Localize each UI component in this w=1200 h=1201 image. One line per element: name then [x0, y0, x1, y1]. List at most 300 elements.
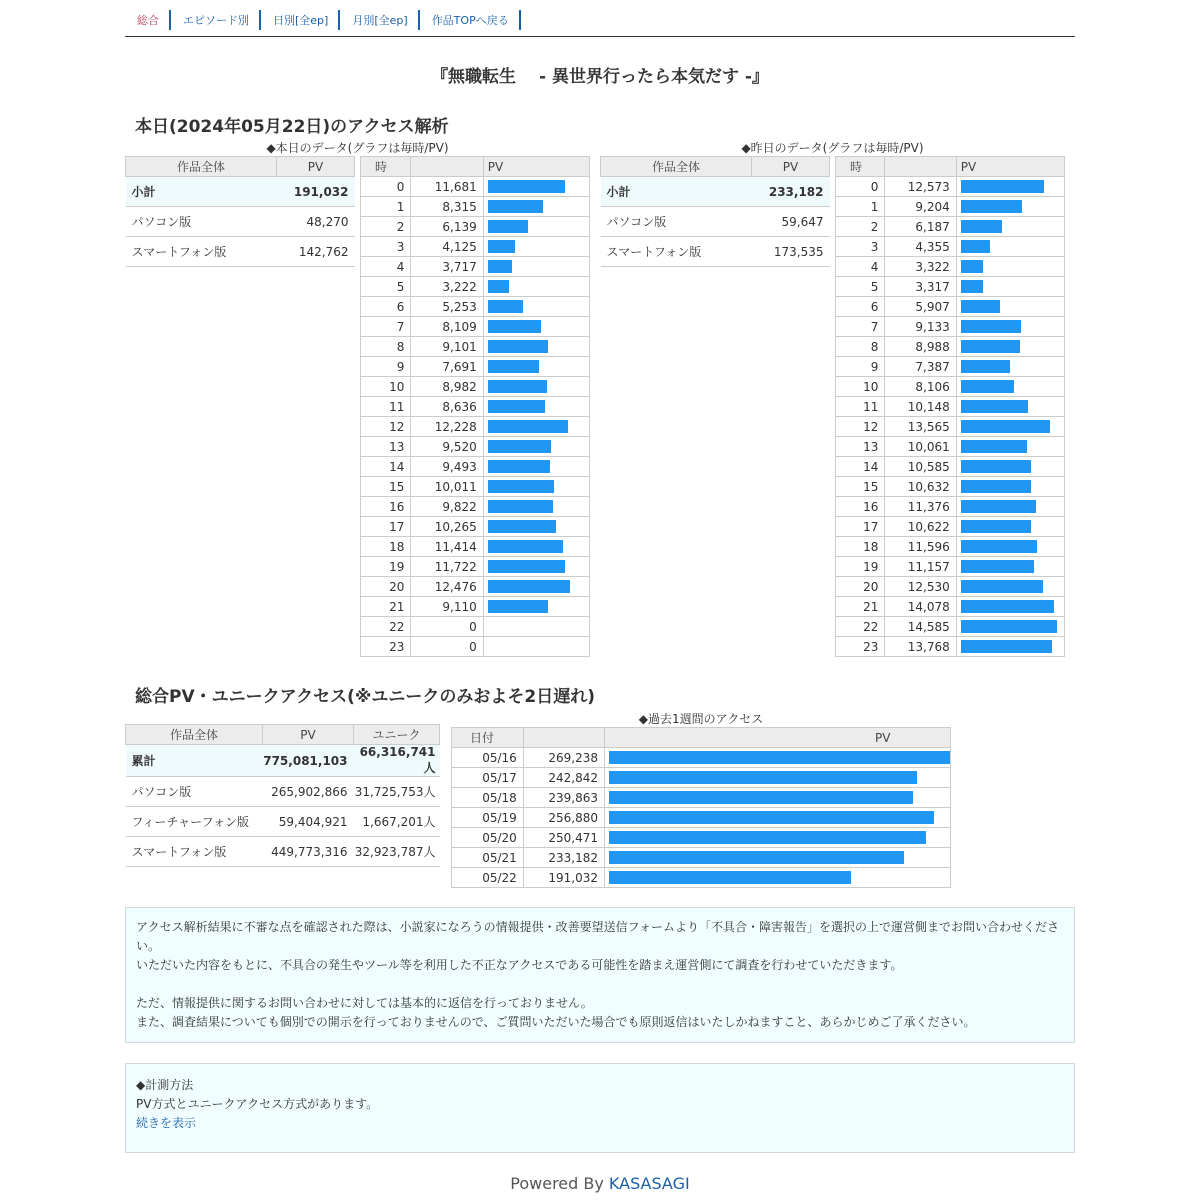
pv-cell: 9,101	[411, 337, 483, 357]
pv-bar	[961, 420, 1050, 433]
hour-cell: 21	[836, 597, 885, 617]
nav-monthly[interactable]: 月別[全ep]	[340, 10, 419, 30]
pv-bar	[609, 851, 904, 864]
total-summary-body	[126, 745, 440, 867]
hour-cell: 6	[836, 297, 885, 317]
pv-bar	[961, 520, 1031, 533]
bar-cell	[483, 417, 589, 437]
hour-cell: 3	[836, 237, 885, 257]
hour-cell: 0	[361, 177, 411, 197]
nav-episode[interactable]: エピソード別	[171, 10, 261, 30]
hour-cell: 20	[361, 577, 411, 597]
hour-row	[836, 437, 1065, 457]
hour-row	[361, 317, 590, 337]
hour-row	[361, 257, 590, 277]
bar-cell	[956, 457, 1064, 477]
bar-cell	[483, 277, 589, 297]
bar-cell	[605, 788, 951, 808]
hour-cell: 8	[836, 337, 885, 357]
bar-cell	[956, 497, 1064, 517]
hour-cell: 15	[361, 477, 411, 497]
hour-row	[361, 417, 590, 437]
hour-row	[361, 197, 590, 217]
week-row	[452, 828, 951, 848]
pv-bar	[961, 440, 1027, 453]
date-cell: 05/19	[452, 808, 524, 828]
hour-row	[361, 457, 590, 477]
pv-cell: 3,222	[411, 277, 483, 297]
pv-bar	[609, 831, 926, 844]
pv-cell: 10,011	[411, 477, 483, 497]
top-nav	[125, 10, 521, 32]
pv-bar	[488, 380, 547, 393]
pv-cell: 8,109	[411, 317, 483, 337]
row-pv: 59,647	[752, 207, 830, 237]
pv-cell: 233,182	[523, 848, 604, 868]
bar-cell	[483, 597, 589, 617]
hour-row	[836, 457, 1065, 477]
hour-row	[361, 237, 590, 257]
pv-cell: 11,681	[411, 177, 483, 197]
hour-cell: 12	[836, 417, 885, 437]
pv-cell: 11,376	[885, 497, 956, 517]
pv-bar	[609, 771, 917, 784]
summary-row	[601, 177, 830, 207]
total-row	[126, 777, 440, 807]
hour-row	[836, 357, 1065, 377]
pv-bar	[609, 811, 934, 824]
pv-bar	[961, 540, 1037, 553]
hour-row	[361, 397, 590, 417]
pv-cell: 12,530	[885, 577, 956, 597]
bar-cell	[483, 517, 589, 537]
bar-cell	[956, 377, 1064, 397]
hour-row	[361, 577, 590, 597]
bar-cell	[956, 277, 1064, 297]
pv-cell: 6,187	[885, 217, 956, 237]
pv-cell: 14,078	[885, 597, 956, 617]
row-label: 小計	[126, 177, 277, 207]
col-hour: 時	[361, 157, 411, 177]
bar-cell	[483, 217, 589, 237]
row-pv: 48,270	[277, 207, 355, 237]
yesterday-hourly-table	[835, 156, 1065, 657]
row-label: フィーチャーフォン版	[126, 807, 263, 837]
pv-cell: 11,414	[411, 537, 483, 557]
pv-cell: 8,106	[885, 377, 956, 397]
hour-row	[836, 297, 1065, 317]
row-unique: 1,667,201人	[354, 807, 440, 837]
bar-cell	[956, 297, 1064, 317]
pv-cell: 269,238	[523, 748, 604, 768]
row-unique: 31,725,753人	[354, 777, 440, 807]
hour-cell: 22	[836, 617, 885, 637]
today-summary-table	[125, 156, 355, 267]
row-pv: 142,762	[277, 237, 355, 267]
pv-cell: 10,265	[411, 517, 483, 537]
bar-cell	[483, 357, 589, 377]
total-row	[126, 745, 440, 777]
hour-cell: 15	[836, 477, 885, 497]
notice-line: また、調査結果についても個別での開示を行っておりませんので、ご質問いただいた場合でも原則返信はいたしかねますこと、あらかじめご了承ください。	[136, 1015, 976, 1029]
pv-bar	[961, 340, 1020, 353]
hour-cell: 8	[361, 337, 411, 357]
pv-cell: 191,032	[523, 868, 604, 888]
pv-cell: 12,573	[885, 177, 956, 197]
hour-row	[361, 297, 590, 317]
week-row	[452, 768, 951, 788]
date-cell: 05/21	[452, 848, 524, 868]
pv-bar	[961, 400, 1028, 413]
pv-cell: 10,632	[885, 477, 956, 497]
pv-cell: 14,585	[885, 617, 956, 637]
row-label: パソコン版	[601, 207, 752, 237]
notice-box	[125, 907, 1075, 1043]
bar-cell	[483, 377, 589, 397]
bar-cell	[483, 297, 589, 317]
row-pv: 59,404,921	[263, 807, 354, 837]
total-row	[126, 837, 440, 867]
col-pv: PV	[605, 728, 951, 748]
hour-cell: 12	[361, 417, 411, 437]
pv-bar	[961, 240, 990, 253]
hour-cell: 4	[361, 257, 411, 277]
today-hourly-body	[361, 177, 590, 657]
pv-bar	[488, 220, 528, 233]
col-all: 作品全体	[601, 157, 752, 177]
bar-cell	[605, 748, 951, 768]
pv-cell: 9,822	[411, 497, 483, 517]
total-heading: 総合PV・ユニークアクセス(※ユニークのみおよそ2日遅れ)	[135, 687, 595, 707]
pv-bar	[488, 600, 548, 613]
hour-cell: 19	[836, 557, 885, 577]
pv-cell: 9,133	[885, 317, 956, 337]
hour-cell: 10	[361, 377, 411, 397]
hour-cell: 10	[836, 377, 885, 397]
hour-cell: 11	[361, 397, 411, 417]
pv-cell: 3,322	[885, 257, 956, 277]
date-cell: 05/17	[452, 768, 524, 788]
pv-cell: 8,988	[885, 337, 956, 357]
pv-cell: 5,253	[411, 297, 483, 317]
pv-cell: 242,842	[523, 768, 604, 788]
hour-cell: 0	[836, 177, 885, 197]
hour-row	[836, 237, 1065, 257]
hour-row	[836, 337, 1065, 357]
pv-bar	[488, 540, 563, 553]
hour-row	[361, 497, 590, 517]
notice-line: アクセス解析結果に不審な点を確認された際は、小説家になろうの情報提供・改善要望送信フォームより「不具合・障害報告」を選択の上で運営側までお問い合わせください。	[136, 920, 1060, 953]
hour-cell: 18	[361, 537, 411, 557]
row-pv: 173,535	[752, 237, 830, 267]
kasasagi-link[interactable]: KASASAGI	[608, 1174, 690, 1193]
hour-cell: 21	[361, 597, 411, 617]
row-label: スマートフォン版	[126, 837, 263, 867]
hour-row	[836, 377, 1065, 397]
hour-row	[836, 317, 1065, 337]
pv-cell: 10,061	[885, 437, 956, 457]
pv-cell: 13,565	[885, 417, 956, 437]
pv-bar	[961, 200, 1022, 213]
bar-cell	[956, 177, 1064, 197]
hour-cell: 3	[361, 237, 411, 257]
col-all: 作品全体	[126, 157, 277, 177]
date-cell: 05/20	[452, 828, 524, 848]
pv-bar	[961, 640, 1052, 653]
week-row	[452, 788, 951, 808]
show-more-link[interactable]: 続きを表示	[136, 1116, 197, 1130]
bar-cell	[483, 397, 589, 417]
powered-by	[125, 1174, 1075, 1193]
hour-row	[836, 637, 1065, 657]
hour-row	[361, 217, 590, 237]
pv-cell: 11,596	[885, 537, 956, 557]
notice-line: いただいた内容をもとに、不具合の発生やツール等を利用した不正なアクセスである可能性を踏まえ運営側にて調査を行わせていただきます。	[136, 958, 903, 972]
bar-cell	[483, 497, 589, 517]
hour-row	[361, 537, 590, 557]
nav-divider	[125, 36, 1075, 37]
hour-cell: 7	[361, 317, 411, 337]
hour-row	[836, 577, 1065, 597]
hour-cell: 14	[361, 457, 411, 477]
hour-cell: 6	[361, 297, 411, 317]
row-label: スマートフォン版	[601, 237, 752, 267]
hour-row	[361, 437, 590, 457]
yesterday-summary-body	[601, 177, 830, 267]
pv-bar	[488, 420, 568, 433]
total-summary-table	[125, 724, 440, 867]
bar-cell	[483, 457, 589, 477]
total-row	[126, 807, 440, 837]
col-pv: PV	[483, 157, 589, 177]
hour-row	[361, 557, 590, 577]
week-row	[452, 748, 951, 768]
week-caption: ◆過去1週間のアクセス	[638, 712, 764, 726]
notice-line	[136, 975, 1064, 994]
bar-cell	[956, 617, 1064, 637]
hour-row	[836, 197, 1065, 217]
method-text: PV方式とユニークアクセス方式があります。	[136, 1097, 379, 1111]
bar-cell	[605, 848, 951, 868]
hour-cell: 1	[361, 197, 411, 217]
pv-bar	[961, 560, 1034, 573]
pv-cell: 10,622	[885, 517, 956, 537]
bar-cell	[483, 477, 589, 497]
bar-cell	[605, 808, 951, 828]
hour-row	[361, 337, 590, 357]
hour-row	[361, 357, 590, 377]
hour-row	[836, 517, 1065, 537]
bar-cell	[956, 237, 1064, 257]
pv-bar	[961, 320, 1021, 333]
summary-row	[126, 237, 355, 267]
bar-cell	[483, 557, 589, 577]
pv-cell: 8,636	[411, 397, 483, 417]
bar-cell	[956, 417, 1064, 437]
date-cell: 05/16	[452, 748, 524, 768]
summary-row	[601, 207, 830, 237]
bar-cell	[956, 537, 1064, 557]
hour-row	[836, 417, 1065, 437]
col-all: 作品全体	[126, 725, 263, 745]
row-pv: 265,902,866	[263, 777, 354, 807]
bar-cell	[956, 217, 1064, 237]
row-label: 小計	[601, 177, 752, 207]
bar-cell	[483, 617, 589, 637]
hour-cell: 1	[836, 197, 885, 217]
today-heading: 本日(2024年05月22日)のアクセス解析	[135, 117, 449, 137]
row-pv: 449,773,316	[263, 837, 354, 867]
pv-cell: 9,520	[411, 437, 483, 457]
date-cell: 05/18	[452, 788, 524, 808]
hour-cell: 2	[361, 217, 411, 237]
hour-row	[836, 177, 1065, 197]
pv-bar	[961, 580, 1043, 593]
hour-row	[836, 497, 1065, 517]
pv-bar	[488, 180, 565, 193]
bar-cell	[956, 257, 1064, 277]
bar-cell	[605, 868, 951, 888]
pv-cell: 12,476	[411, 577, 483, 597]
nav-work-top[interactable]: 作品TOPへ戻る	[420, 10, 521, 30]
method-title: ◆計測方法	[136, 1078, 194, 1092]
pv-bar	[488, 340, 548, 353]
pv-bar	[961, 180, 1044, 193]
pv-cell: 9,110	[411, 597, 483, 617]
bar-cell	[483, 537, 589, 557]
hour-row	[836, 217, 1065, 237]
bar-cell	[605, 768, 951, 788]
pv-bar	[488, 520, 556, 533]
pv-cell: 10,148	[885, 397, 956, 417]
bar-cell	[483, 337, 589, 357]
pv-bar	[488, 580, 570, 593]
bar-cell	[483, 437, 589, 457]
bar-cell	[956, 357, 1064, 377]
nav-overall[interactable]: 総合	[125, 10, 171, 30]
pv-bar	[961, 620, 1057, 633]
hour-cell: 22	[361, 617, 411, 637]
bar-cell	[956, 577, 1064, 597]
pv-cell: 3,717	[411, 257, 483, 277]
hour-cell: 13	[361, 437, 411, 457]
hour-row	[836, 397, 1065, 417]
yesterday-caption: ◆昨日のデータ(グラフは毎時/PV)	[741, 141, 924, 155]
summary-row	[126, 207, 355, 237]
hour-row	[361, 177, 590, 197]
bar-cell	[956, 337, 1064, 357]
hour-row	[836, 537, 1065, 557]
hour-cell: 23	[361, 637, 411, 657]
hour-cell: 13	[836, 437, 885, 457]
today-hourly-table	[360, 156, 590, 657]
summary-row	[601, 237, 830, 267]
hour-row	[361, 477, 590, 497]
powered-prefix: Powered By	[510, 1174, 609, 1193]
col-pv: PV	[277, 157, 355, 177]
pv-cell: 6,139	[411, 217, 483, 237]
hour-row	[836, 597, 1065, 617]
row-label: スマートフォン版	[126, 237, 277, 267]
pv-cell: 4,355	[885, 237, 956, 257]
bar-cell	[483, 637, 589, 657]
hour-cell: 18	[836, 537, 885, 557]
hour-cell: 4	[836, 257, 885, 277]
notice-text	[126, 908, 1074, 1032]
today-caption: ◆本日のデータ(グラフは毎時/PV)	[266, 141, 449, 155]
pv-bar	[488, 300, 523, 313]
hour-row	[836, 557, 1065, 577]
bar-cell	[956, 597, 1064, 617]
row-label: 累計	[126, 745, 263, 777]
pv-cell: 9,493	[411, 457, 483, 477]
date-cell: 05/22	[452, 868, 524, 888]
pv-bar	[961, 260, 983, 273]
pv-cell: 12,228	[411, 417, 483, 437]
bar-cell	[483, 237, 589, 257]
hour-cell: 20	[836, 577, 885, 597]
bar-cell	[956, 557, 1064, 577]
hour-cell: 11	[836, 397, 885, 417]
pv-cell: 11,157	[885, 557, 956, 577]
bar-cell	[483, 197, 589, 217]
hour-cell: 7	[836, 317, 885, 337]
hour-cell: 2	[836, 217, 885, 237]
bar-cell	[956, 197, 1064, 217]
pv-cell: 239,863	[523, 788, 604, 808]
bar-cell	[956, 517, 1064, 537]
pv-bar	[488, 240, 515, 253]
bar-cell	[956, 437, 1064, 457]
pv-bar	[961, 280, 983, 293]
pv-bar	[488, 360, 539, 373]
bar-cell	[956, 637, 1064, 657]
bar-cell	[956, 317, 1064, 337]
hour-row	[361, 377, 590, 397]
notice-line: ただ、情報提供に関するお問い合わせに対しては基本的に返信を行っておりません。	[136, 996, 593, 1010]
bar-cell	[956, 397, 1064, 417]
col-pv: PV	[956, 157, 1064, 177]
week-row	[452, 868, 951, 888]
pv-cell: 250,471	[523, 828, 604, 848]
pv-cell: 0	[411, 637, 483, 657]
week-row	[452, 808, 951, 828]
pv-bar	[609, 871, 851, 884]
pv-cell: 256,880	[523, 808, 604, 828]
pv-cell: 9,204	[885, 197, 956, 217]
hour-row	[361, 597, 590, 617]
pv-bar	[488, 560, 565, 573]
week-row	[452, 848, 951, 868]
pv-bar	[488, 500, 553, 513]
bar-cell	[605, 828, 951, 848]
method-box	[125, 1063, 1075, 1153]
pv-bar	[961, 360, 1010, 373]
pv-cell: 8,982	[411, 377, 483, 397]
row-pv: 191,032	[277, 177, 355, 207]
bar-cell	[483, 257, 589, 277]
pv-bar	[961, 500, 1036, 513]
pv-bar	[961, 600, 1054, 613]
hour-row	[836, 257, 1065, 277]
row-pv: 775,081,103	[263, 745, 354, 777]
pv-cell: 7,691	[411, 357, 483, 377]
pv-cell: 11,722	[411, 557, 483, 577]
nav-daily[interactable]: 日別[全ep]	[261, 10, 340, 30]
col-pv: PV	[752, 157, 830, 177]
pv-bar	[609, 791, 913, 804]
hour-row	[836, 617, 1065, 637]
